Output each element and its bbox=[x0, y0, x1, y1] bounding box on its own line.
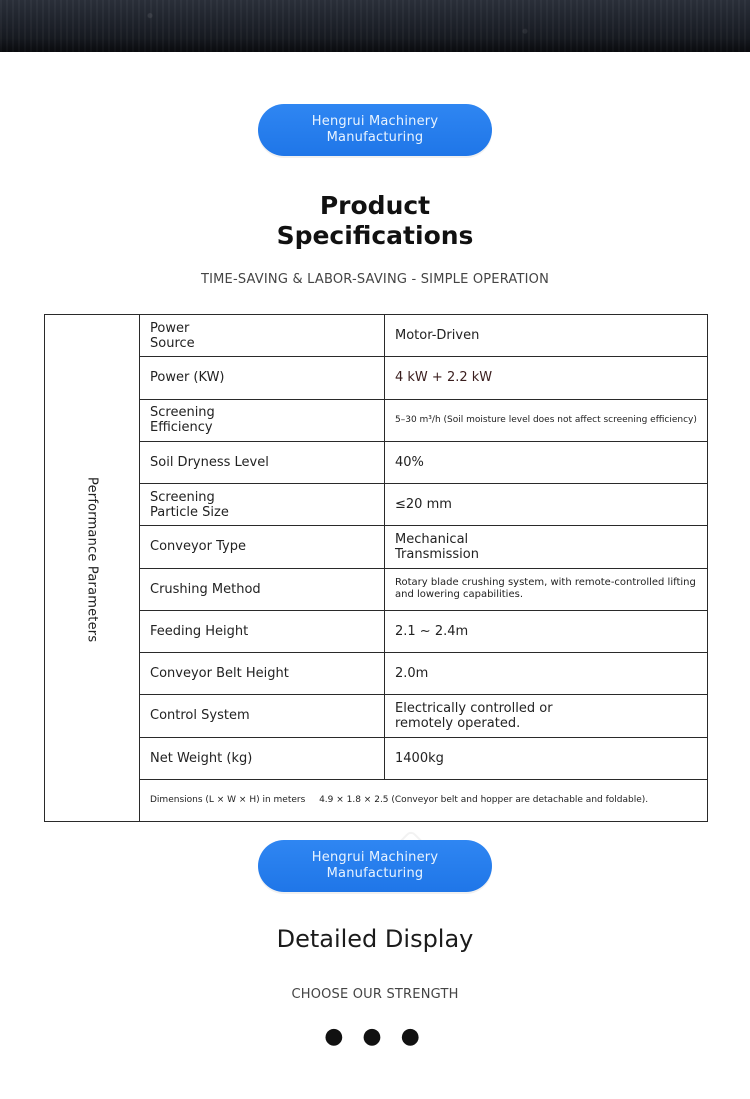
param-cell bbox=[140, 441, 385, 483]
param-label: Power Source bbox=[150, 320, 195, 351]
value-cell bbox=[385, 441, 708, 483]
param-cell bbox=[140, 610, 385, 652]
value-cell bbox=[385, 568, 708, 610]
param-cell bbox=[140, 357, 385, 399]
table-row bbox=[45, 779, 708, 821]
brand-pill bbox=[258, 840, 492, 892]
category-cell bbox=[45, 315, 140, 822]
value-cell bbox=[385, 653, 708, 695]
section-title-product-specifications bbox=[0, 191, 750, 251]
brand-pill-text: Hengrui Machinery Manufacturing bbox=[311, 850, 439, 881]
value-label: 4 kW + 2.2 kW bbox=[395, 370, 493, 386]
param-label: Feeding Height bbox=[150, 623, 249, 639]
value-label: 2.0m bbox=[395, 666, 429, 682]
section-subtitle-text: TIME-SAVING & LABOR-SAVING - SIMPLE OPERATION bbox=[200, 272, 550, 287]
value-label: 5–30 m³/h (Soil moisture level does not affect screening efficiency) bbox=[395, 414, 697, 425]
value-cell bbox=[385, 484, 708, 526]
top-banner bbox=[0, 0, 750, 52]
brand-pill-text: Hengrui Machinery Manufacturing bbox=[311, 114, 439, 145]
table-row bbox=[45, 695, 708, 737]
value-label: Mechanical Transmission bbox=[395, 531, 479, 562]
table-row bbox=[45, 315, 708, 357]
table-row bbox=[45, 399, 708, 441]
param-label: Power (KW) bbox=[150, 370, 225, 386]
param-label: Conveyor Type bbox=[150, 539, 246, 555]
param-label: Conveyor Belt Height bbox=[150, 666, 289, 682]
value-cell bbox=[385, 737, 708, 779]
param-label: Soil Dryness Level bbox=[150, 454, 269, 470]
table-row bbox=[45, 526, 708, 568]
section-title-text: Detailed Display bbox=[276, 925, 474, 953]
table-row bbox=[45, 653, 708, 695]
value-label: Rotary blade crushing system, with remote-controlled lifting and lowering capabilities. bbox=[395, 577, 696, 601]
category-label: Performance Parameters bbox=[84, 477, 100, 643]
param-label: Screening Particle Size bbox=[150, 489, 229, 520]
param-label: Crushing Method bbox=[150, 581, 261, 597]
brand-pill bbox=[258, 104, 492, 156]
param-cell bbox=[140, 568, 385, 610]
table-row bbox=[45, 357, 708, 399]
table-row bbox=[45, 737, 708, 779]
value-label: 2.1 ~ 2.4m bbox=[395, 623, 469, 639]
value-label: Electrically controlled or remotely operated. bbox=[395, 700, 553, 731]
param-label: Net Weight (kg) bbox=[150, 750, 253, 766]
dimensions-value: 4.9 × 1.8 × 2.5 (Conveyor belt and hopper are detachable and foldable). bbox=[319, 794, 649, 805]
param-label: Screening Efficiency bbox=[150, 405, 215, 436]
dimensions-param: Dimensions (L × W × H) in meters bbox=[150, 794, 306, 805]
table-row bbox=[45, 610, 708, 652]
value-label: 40% bbox=[395, 454, 424, 470]
specs-table bbox=[44, 314, 708, 822]
value-cell bbox=[385, 315, 708, 357]
value-cell bbox=[385, 526, 708, 568]
param-cell bbox=[140, 315, 385, 357]
param-cell bbox=[140, 653, 385, 695]
section-subtitle-text: CHOOSE OUR STRENGTH bbox=[291, 987, 459, 1002]
section-title-detailed-display bbox=[0, 924, 750, 954]
value-label: ≤20 mm bbox=[395, 497, 452, 513]
section-subtitle bbox=[0, 987, 750, 1002]
dots-text: ● ● ● bbox=[324, 1024, 426, 1049]
table-row bbox=[45, 568, 708, 610]
section-title-text: Product Specifications bbox=[276, 191, 474, 250]
value-label: Motor-Driven bbox=[395, 328, 480, 344]
param-cell bbox=[140, 695, 385, 737]
value-cell bbox=[385, 695, 708, 737]
param-cell bbox=[140, 737, 385, 779]
param-cell bbox=[140, 526, 385, 568]
value-cell bbox=[385, 610, 708, 652]
dots-indicator bbox=[0, 1026, 750, 1048]
value-label: 1400kg bbox=[395, 750, 444, 766]
param-cell bbox=[140, 399, 385, 441]
dimensions-cell bbox=[140, 779, 708, 821]
section-subtitle bbox=[0, 272, 750, 287]
param-label: Control System bbox=[150, 708, 250, 724]
value-cell bbox=[385, 357, 708, 399]
value-cell bbox=[385, 399, 708, 441]
table-row bbox=[45, 484, 708, 526]
table-row bbox=[45, 441, 708, 483]
param-cell bbox=[140, 484, 385, 526]
